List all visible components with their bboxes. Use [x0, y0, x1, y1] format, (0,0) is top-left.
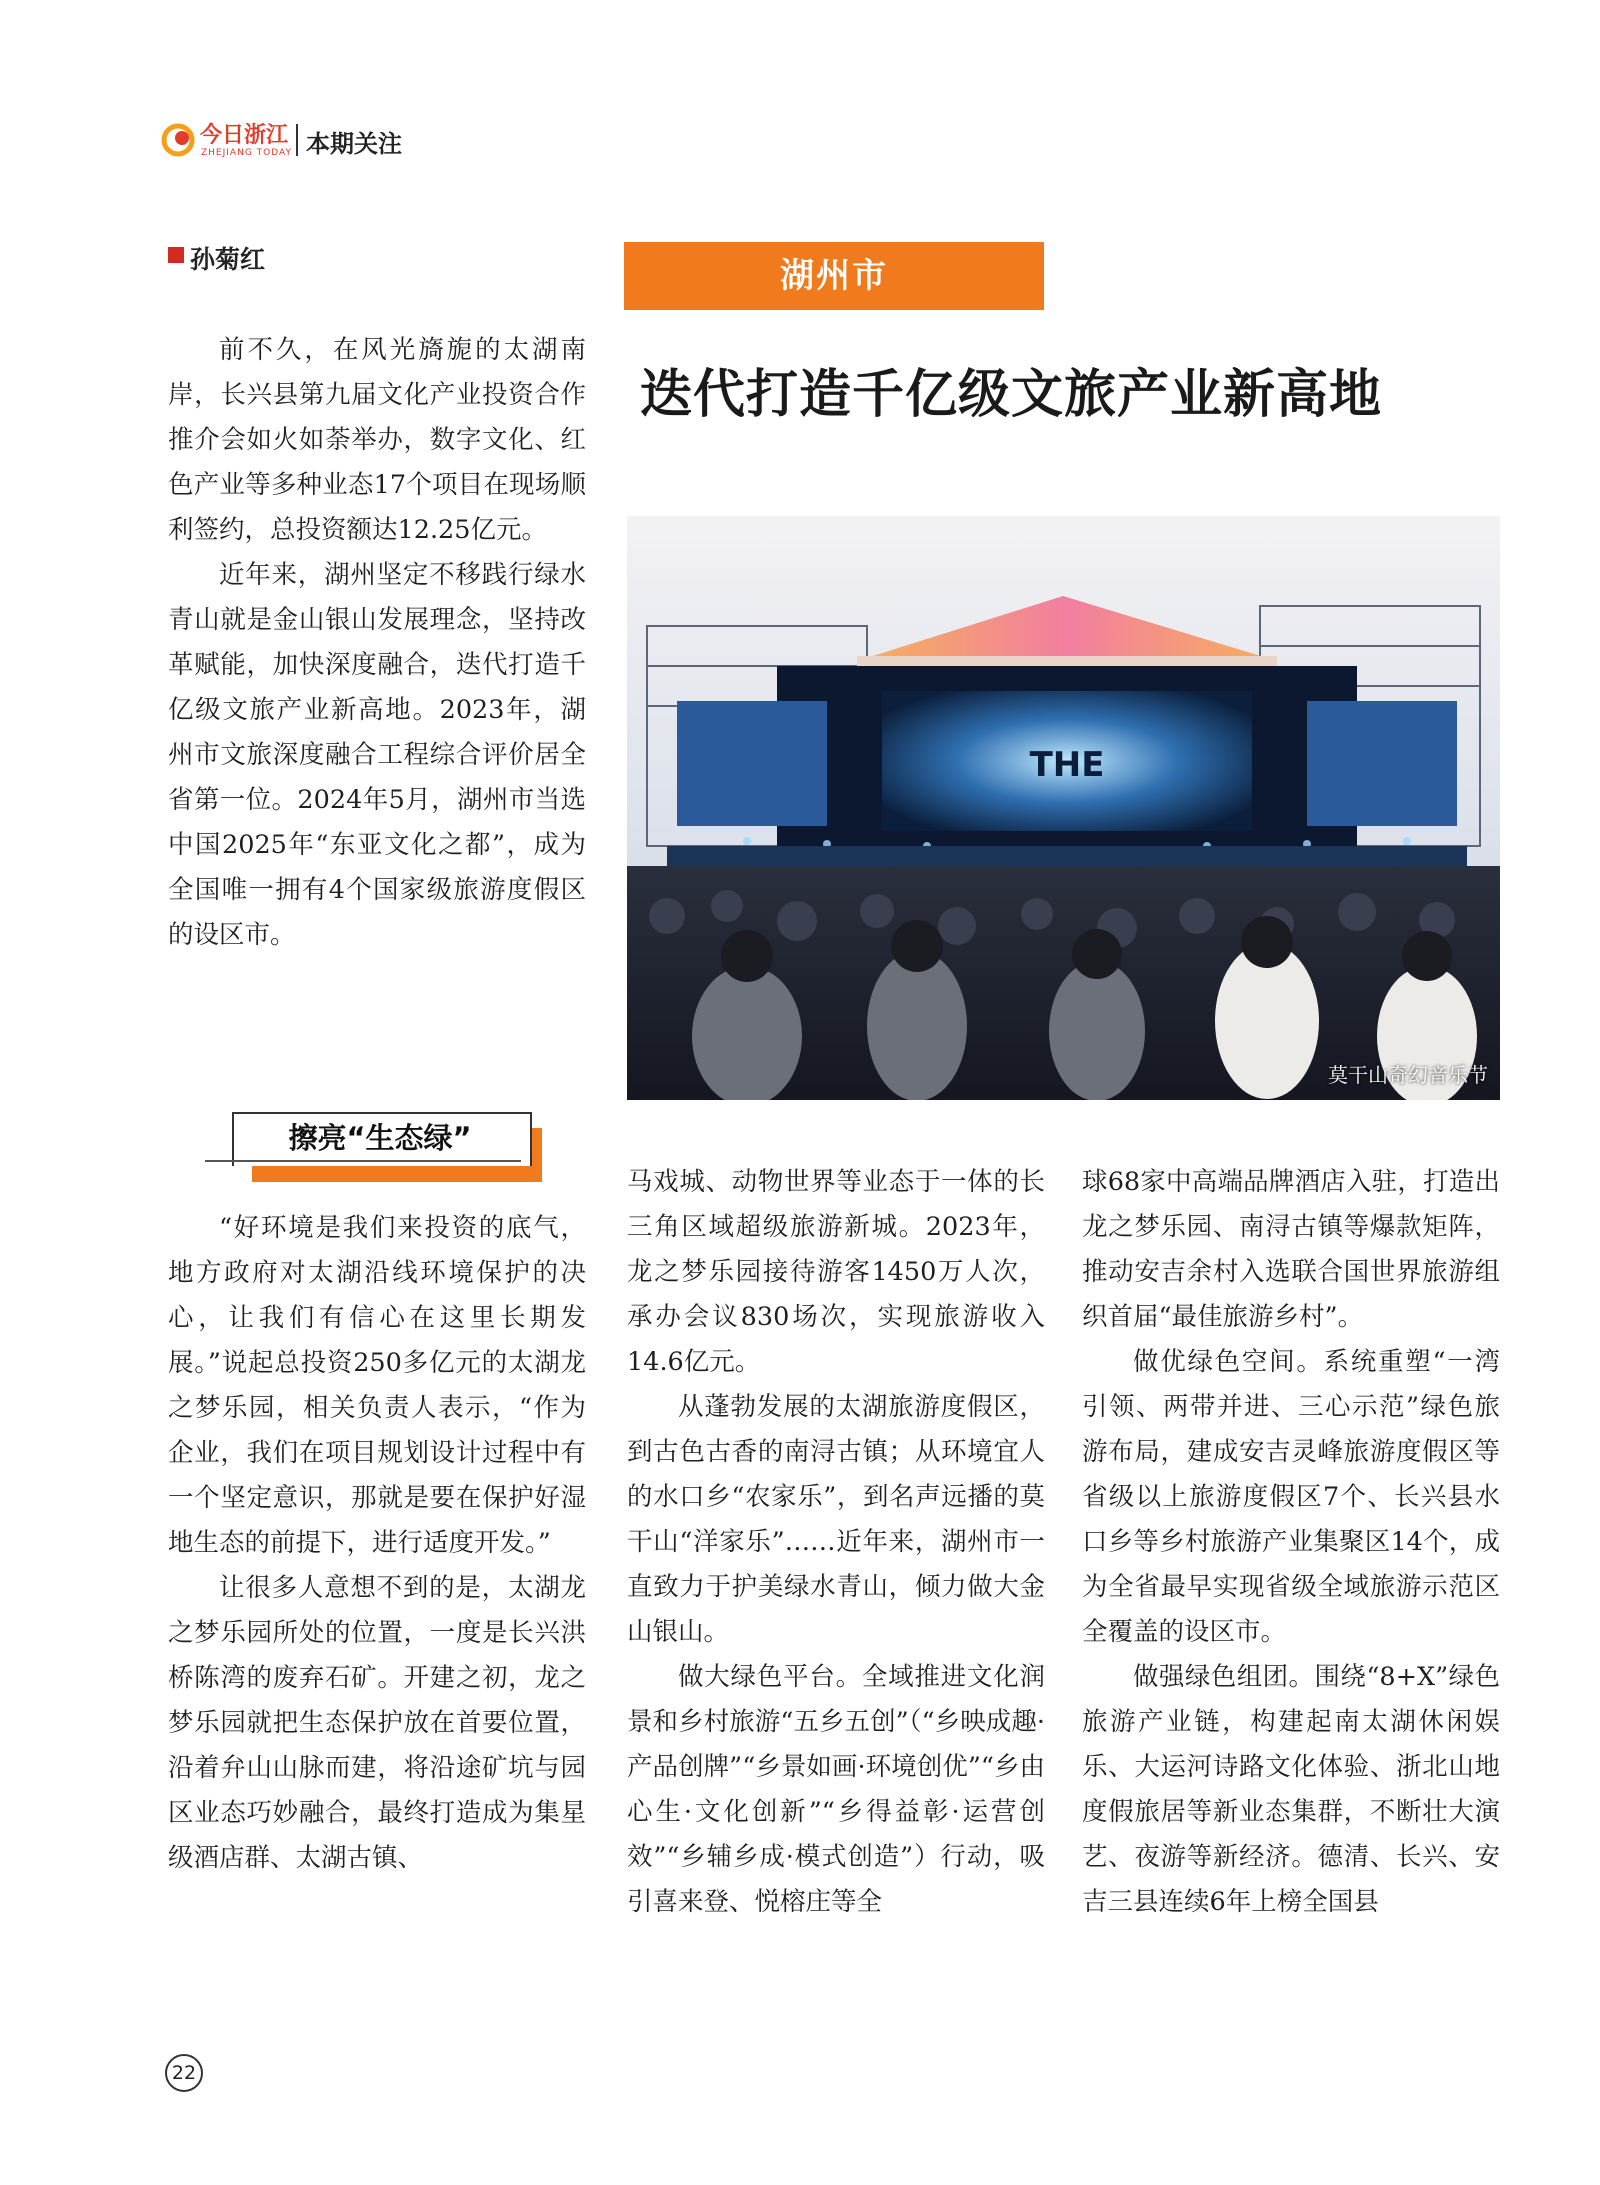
column-1-bottom [168, 1206, 586, 1881]
concert-photo [627, 516, 1500, 1100]
stage-screen-text: THE [1029, 745, 1105, 785]
paragraph: 从蓬勃发展的太湖旅游度假区，到古色古香的南浔古镇；从环境宜人的水口乡“农家乐”，到名声远播的莫干山“洋家乐”……近年来，湖州市一直致力于护美绿水青山，倾力做大金山银山。 [627, 1392, 1045, 1647]
column-2 [627, 1160, 1045, 1925]
logo-subtext: ZHEJIANG TODAY [201, 148, 292, 158]
article-title: 迭代打造千亿级文旅产业新高地 [640, 364, 1383, 425]
photo-caption: 莫干山奇幻音乐节 [1328, 1063, 1488, 1087]
section-label: 本期关注 [306, 130, 402, 158]
logo-mark-icon [160, 122, 200, 158]
subheading: 擦亮“生态绿” [288, 1121, 472, 1155]
header-divider [296, 124, 298, 156]
author-name: 孙菊红 [190, 245, 266, 274]
column-1-top [168, 328, 586, 958]
concert-illustration [627, 516, 1500, 1100]
page-number: 22 [165, 2054, 203, 2092]
paragraph: 做强绿色组团。围绕“8+X”绿色旅游产业链，构建起南太湖休闲娱乐、大运河诗路文化体验、浙北山地度假旅居等新业态集群，不断壮大演艺、夜游等新经济。德清、长兴、安吉三县连续6年上榜全国县 [1082, 1662, 1500, 1917]
paragraph: 前不久，在风光旖旎的太湖南岸，长兴县第九届文化产业投资合作推介会如火如荼举办，数字文化、红色产业等多种业态17个项目在现场顺利签约，总投资额达12.25亿元。 [168, 335, 586, 545]
paragraph: 做优绿色空间。系统重塑“一湾引领、两带并进、三心示范”绿色旅游布局，建成安吉灵峰旅游度假区等省级以上旅游度假区7个、长兴县水口乡等乡村旅游产业集聚区14个，成为全省最早实现省级全域旅游示范区全覆盖的设区市。 [1082, 1347, 1500, 1647]
paragraph: 马戏城、动物世界等业态于一体的长三角区域超级旅游新城。2023年，龙之梦乐园接待游客1450万人次，承办会议830场次，实现旅游收入14.6亿元。 [627, 1167, 1045, 1377]
paragraph: 球68家中高端品牌酒店入驻，打造出龙之梦乐园、南浔古镇等爆款矩阵，推动安吉余村入选联合国世界旅游组织首届“最佳旅游乡村”。 [1082, 1167, 1500, 1332]
city-banner: 湖州市 [624, 242, 1044, 310]
paragraph: “好环境是我们来投资的底气，地方政府对太湖沿线环境保护的决心，让我们有信心在这里长期发展。”说起总投资250多亿元的太湖龙之梦乐园，相关负责人表示，“作为企业，我们在项目规划设计过程中有一个坚定意识，那就是要在保护好湿地生态的前提下，进行适度开发。” [168, 1213, 586, 1558]
subheading-underline [205, 1160, 521, 1162]
logo-text: 今日浙江 [200, 123, 289, 148]
paragraph: 做大绿色平台。全域推进文化润景和乡村旅游“五乡五创”（“乡映成趣·产品创牌”“乡景如画·环境创优”“乡由心生·文化创新”“乡得益彰·运营创效”“乡辅乡成·模式创造”）行动，吸引喜来登、悦榕庄等全 [627, 1662, 1045, 1917]
column-3 [1082, 1160, 1500, 1925]
author-marker [168, 247, 184, 263]
paragraph: 近年来，湖州坚定不移践行绿水青山就是金山银山发展理念，坚持改革赋能，加快深度融合，迭代打造千亿级文旅产业新高地。2023年，湖州市文旅深度融合工程综合评价居全省第一位。2024年5月，湖州市当选中国2025年“东亚文化之都”，成为全国唯一拥有4个国家级旅游度假区的设区市。 [168, 560, 586, 950]
paragraph: 让很多人意想不到的是，太湖龙之梦乐园所处的位置，一度是长兴洪桥陈湾的废弃石矿。开建之初，龙之梦乐园就把生态保护放在首要位置，沿着弁山山脉而建，将沿途矿坑与园区业态巧妙融合，最终打造成为集星级酒店群、太湖古镇、 [168, 1573, 586, 1873]
